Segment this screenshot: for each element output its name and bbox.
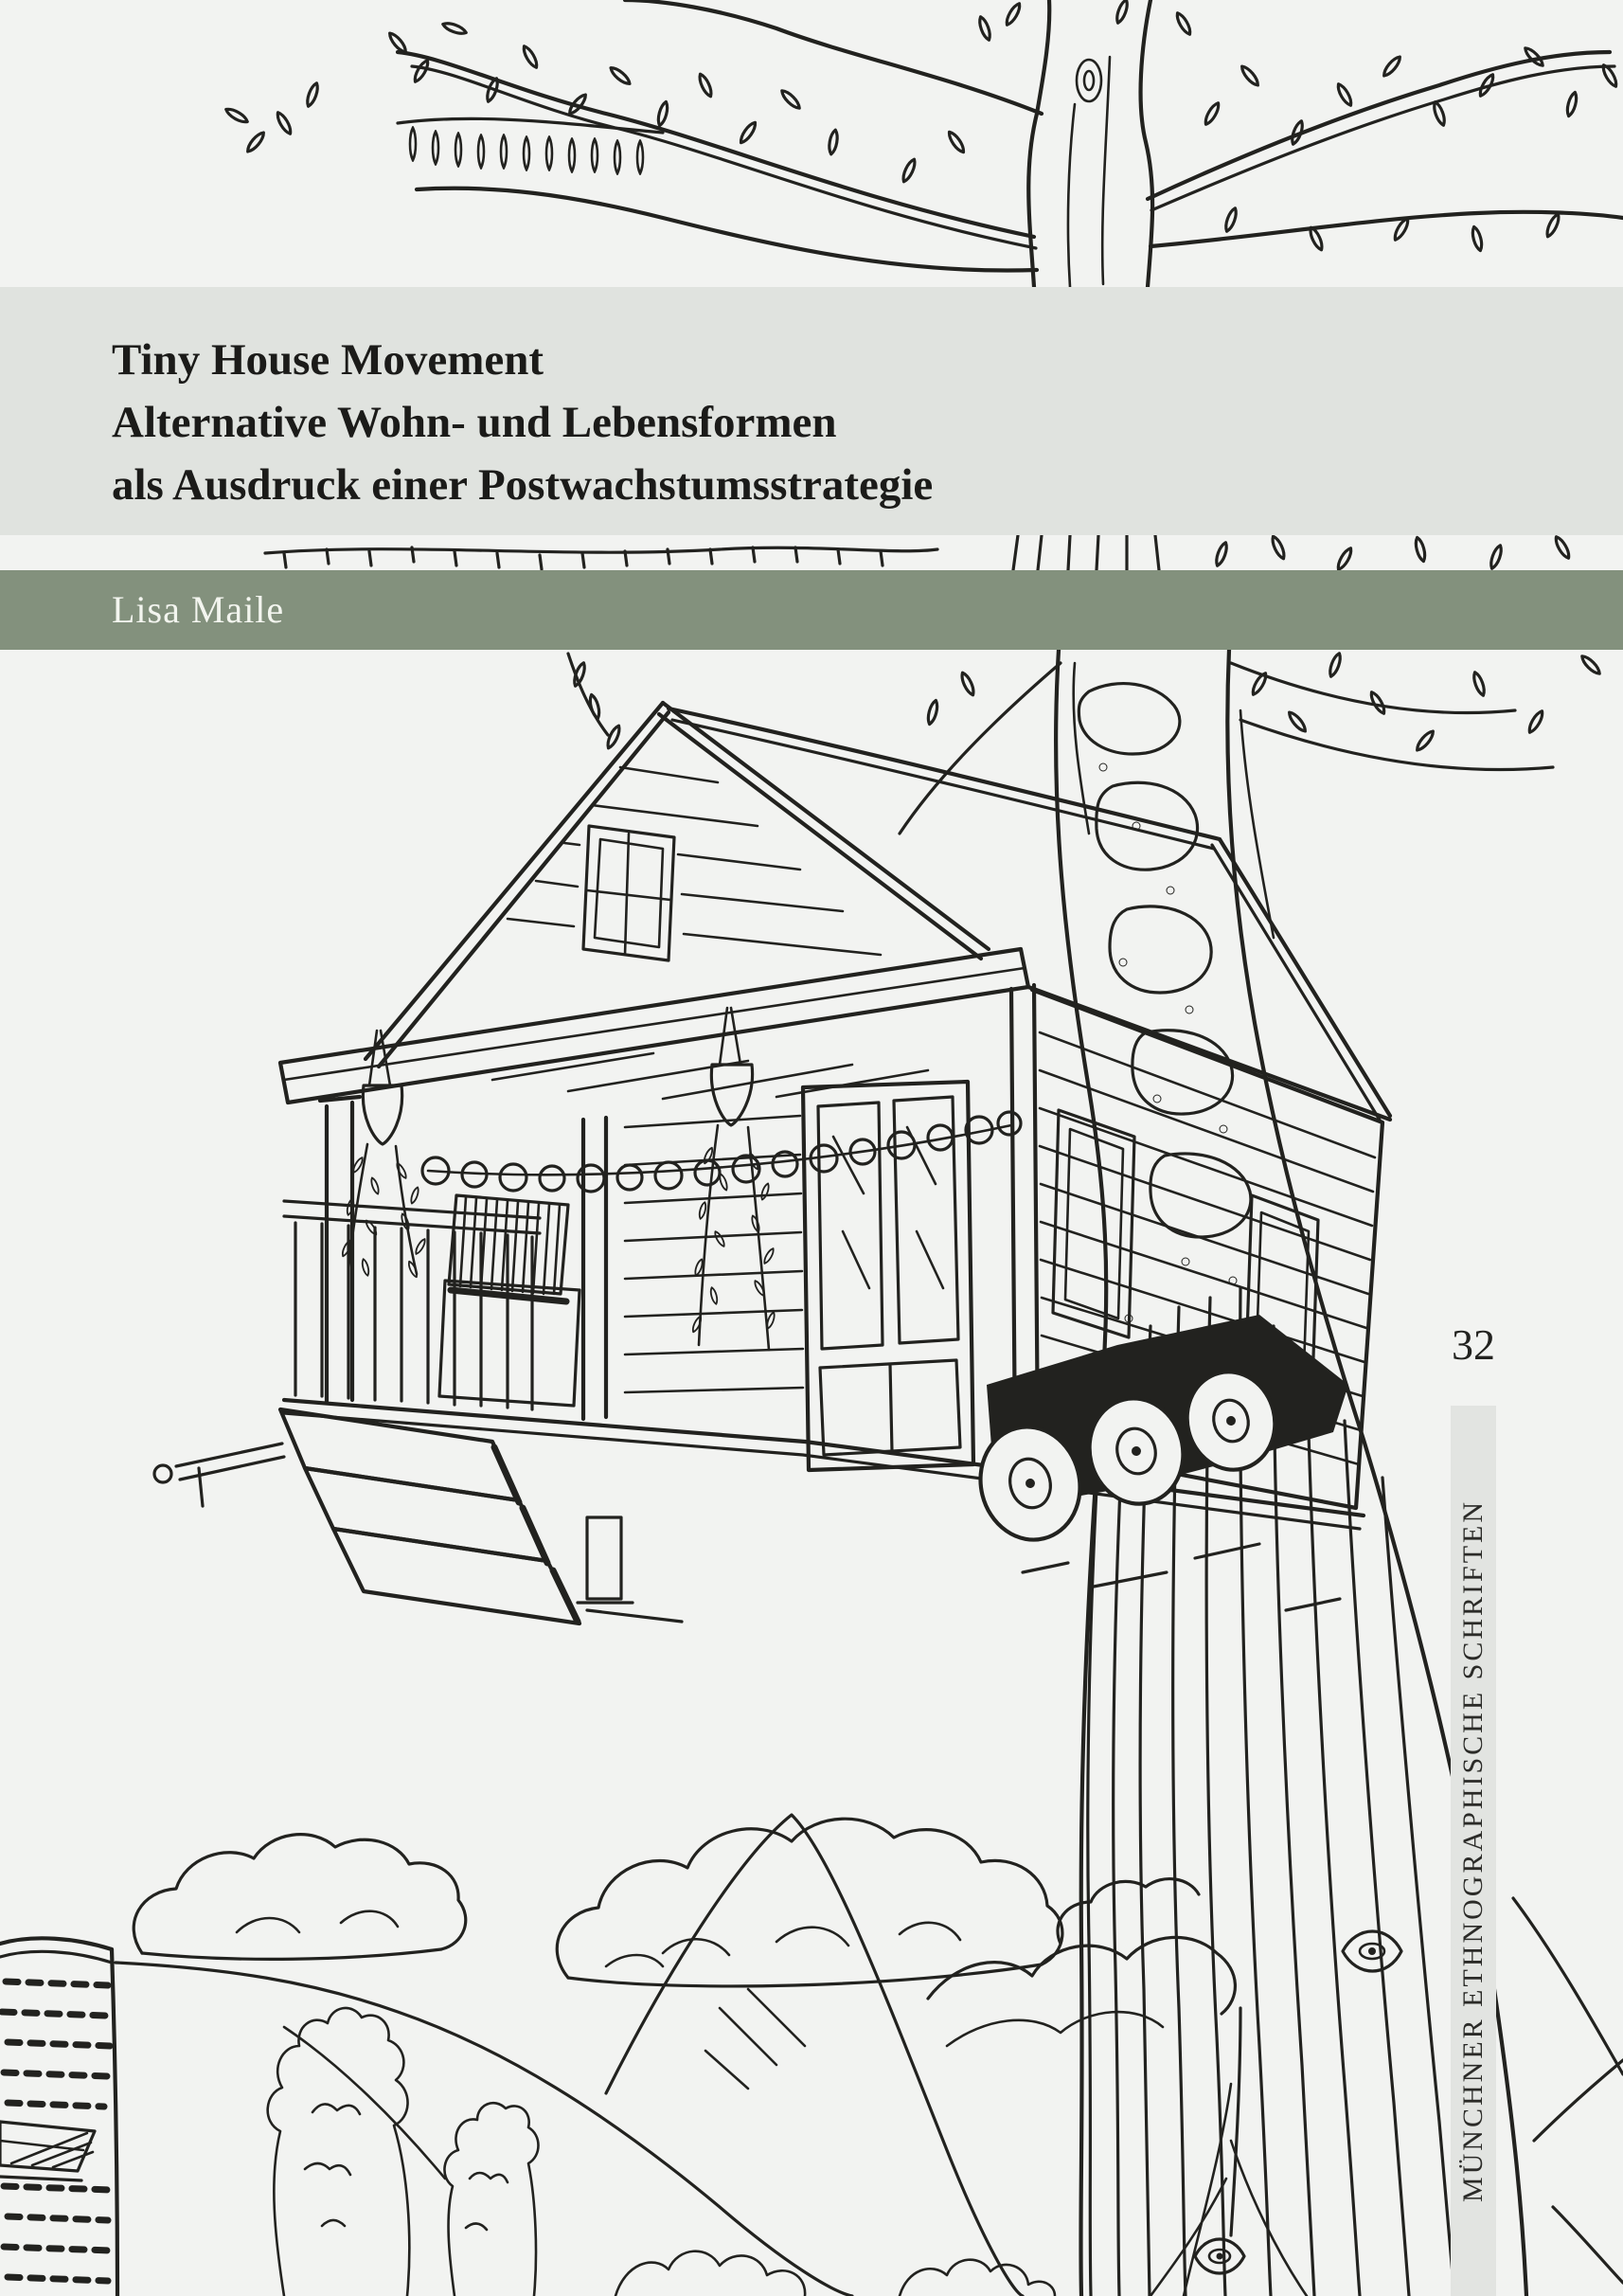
title-line-3: als Ausdruck einer Postwachstumsstrategie xyxy=(112,460,934,510)
series-number: 32 xyxy=(1452,1320,1495,1369)
forest-scribble-drawing xyxy=(268,2008,1055,2296)
clouds-drawing xyxy=(134,1819,1199,1986)
canopy-gap-drawing xyxy=(265,535,1572,572)
title-band xyxy=(0,287,1623,535)
tree-canopy-drawing xyxy=(224,0,1623,287)
title-line-1: Tiny House Movement xyxy=(112,335,544,385)
series-title: MÜNCHNER ETHNOGRAPHISCHE SCHRIFTEN xyxy=(1457,1498,1489,2203)
tiny-house-on-trailer-drawing xyxy=(154,703,1390,1623)
title-line-2: Alternative Wohn- und Lebensformen xyxy=(112,398,837,447)
author-band xyxy=(0,570,1623,650)
author-name: Lisa Maile xyxy=(112,588,285,631)
tower-drawing xyxy=(0,1938,117,2296)
